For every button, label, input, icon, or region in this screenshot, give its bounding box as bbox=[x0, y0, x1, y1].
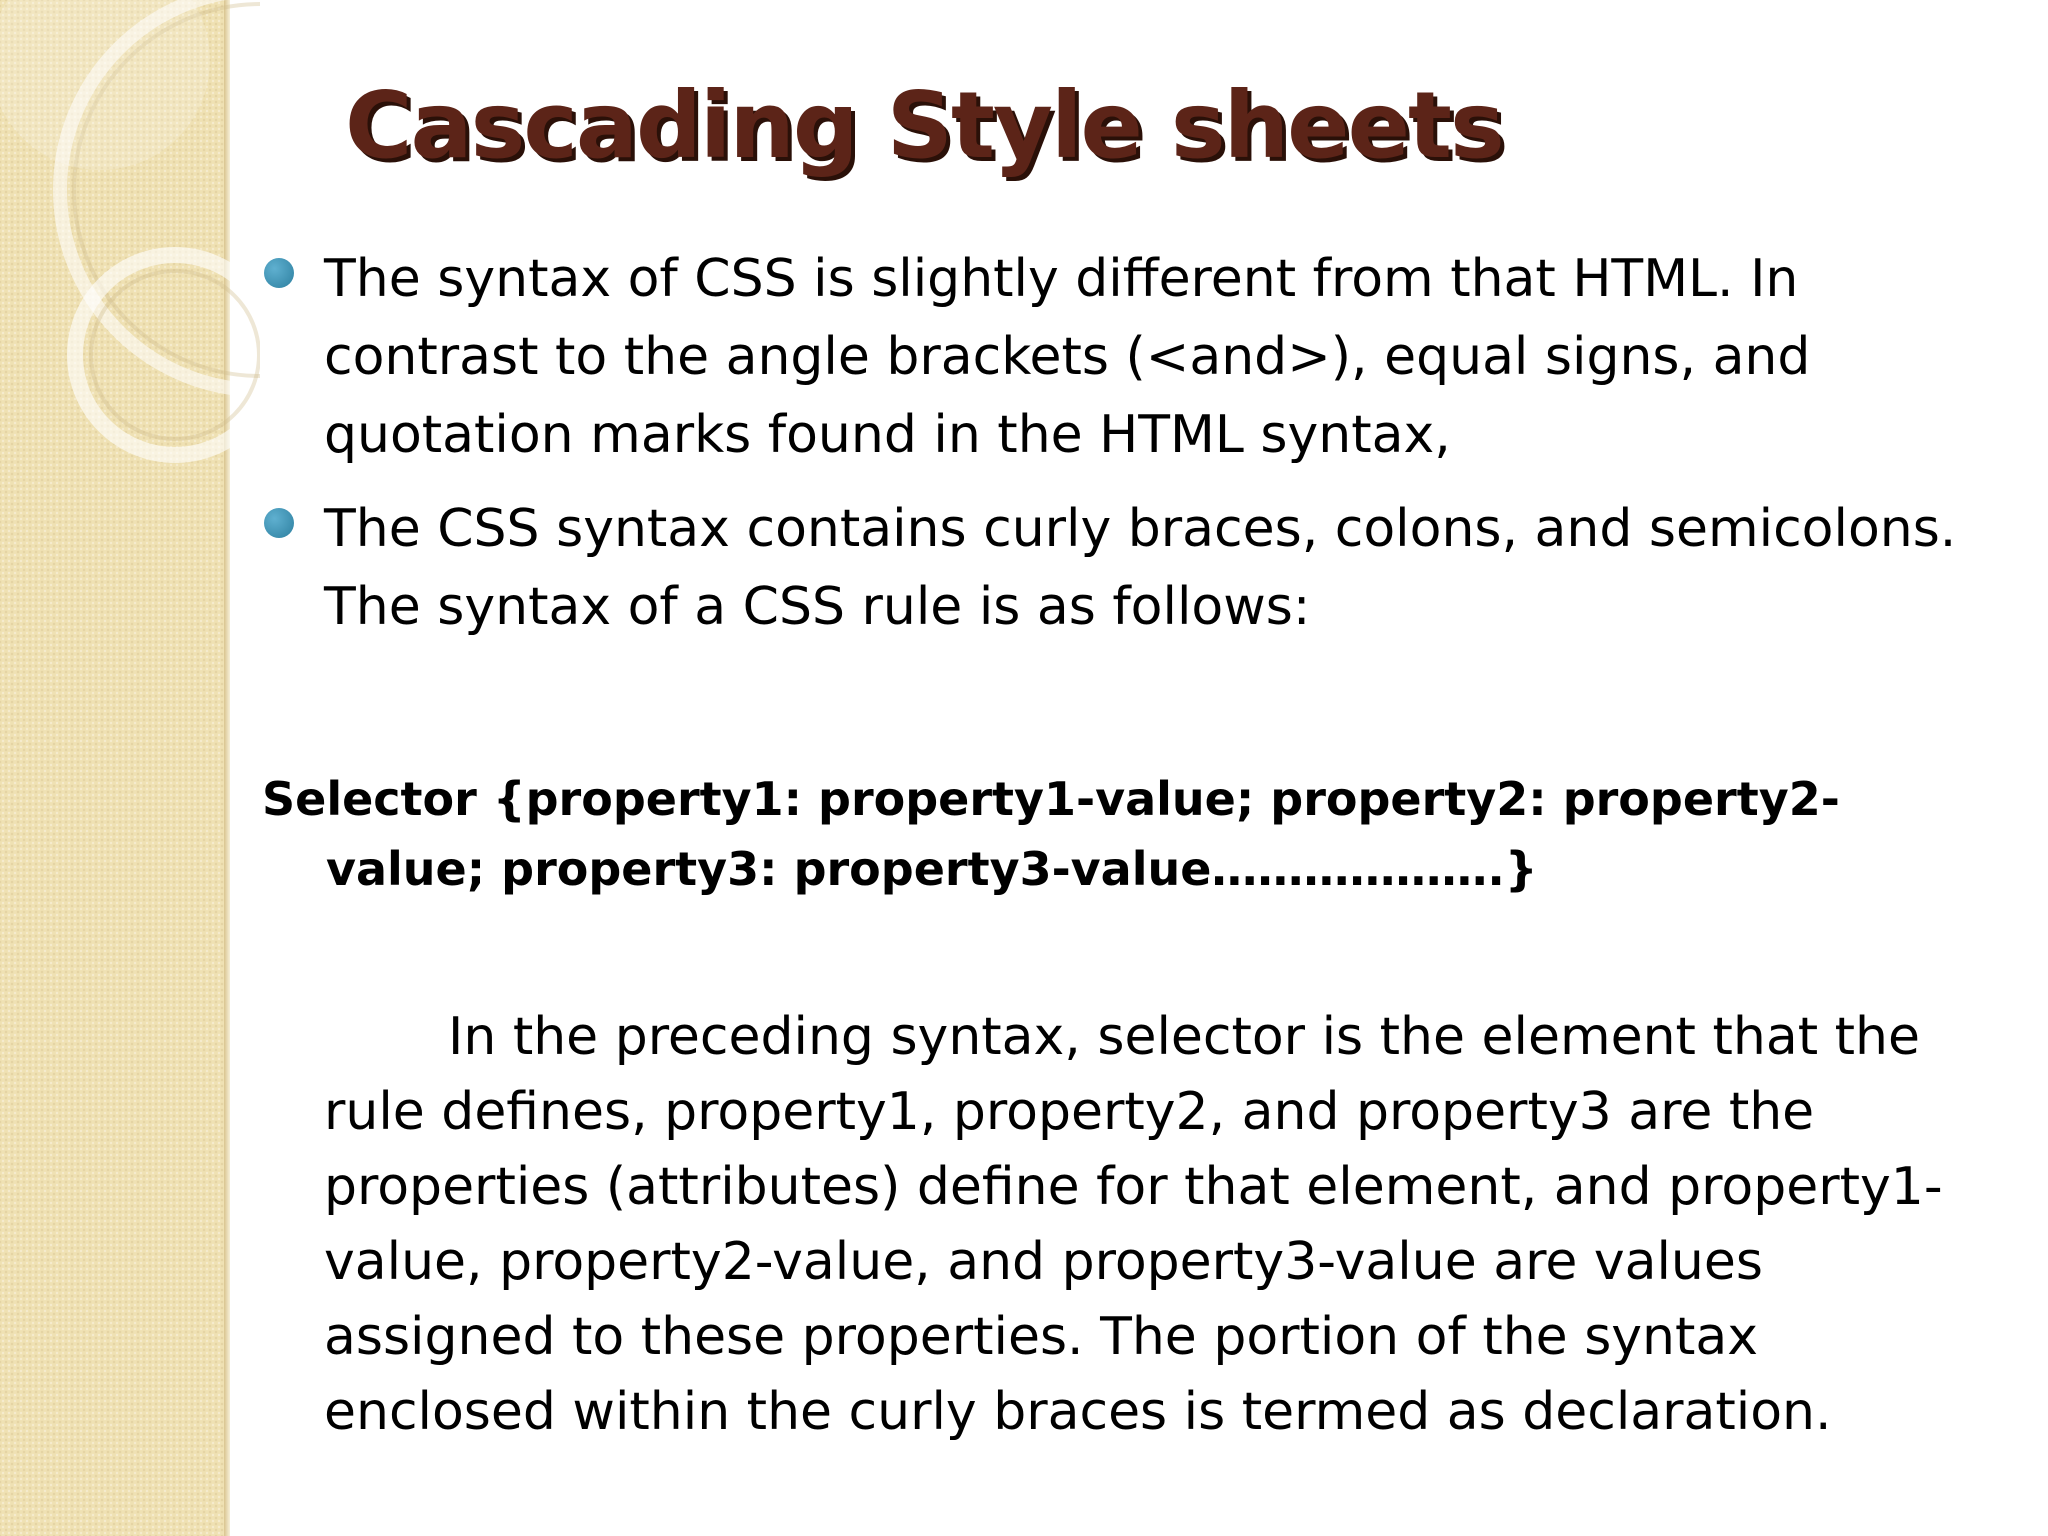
bullet-text: The syntax of CSS is slightly different from that HTML. In contrast to the angle brackets (<and>), equal signs, and quotation marks found in the HTML syntax, bbox=[324, 249, 1811, 465]
decorative-circles bbox=[0, 0, 260, 520]
bullet-dot-icon bbox=[264, 258, 294, 288]
bullet-item bbox=[262, 240, 2022, 474]
syntax-explanation: In the preceding syntax, selector is the element that the rule defines, property1, property2, and property3 are the properties (attributes) define for that element, and property1-value, property2-value, and property3-value are values assigned to these properties. The portion of the syntax enclosed within the curly braces is termed as declaration. bbox=[324, 1007, 1943, 1442]
slide-title: Cascading Style sheets bbox=[345, 72, 1503, 179]
soft-disc bbox=[0, 0, 210, 170]
bullet-list bbox=[262, 240, 2022, 662]
bullet-item bbox=[262, 490, 2022, 646]
small-ring bbox=[75, 255, 260, 455]
bullet-text: The CSS syntax contains curly braces, colons, and semicolons. The syntax of a CSS rule is as follows: bbox=[324, 499, 1957, 637]
bullet-dot-icon bbox=[264, 508, 294, 538]
css-syntax-example: Selector {property1: property1-value; property2: property2-value; property3: property3-value……………….} bbox=[262, 772, 1840, 896]
